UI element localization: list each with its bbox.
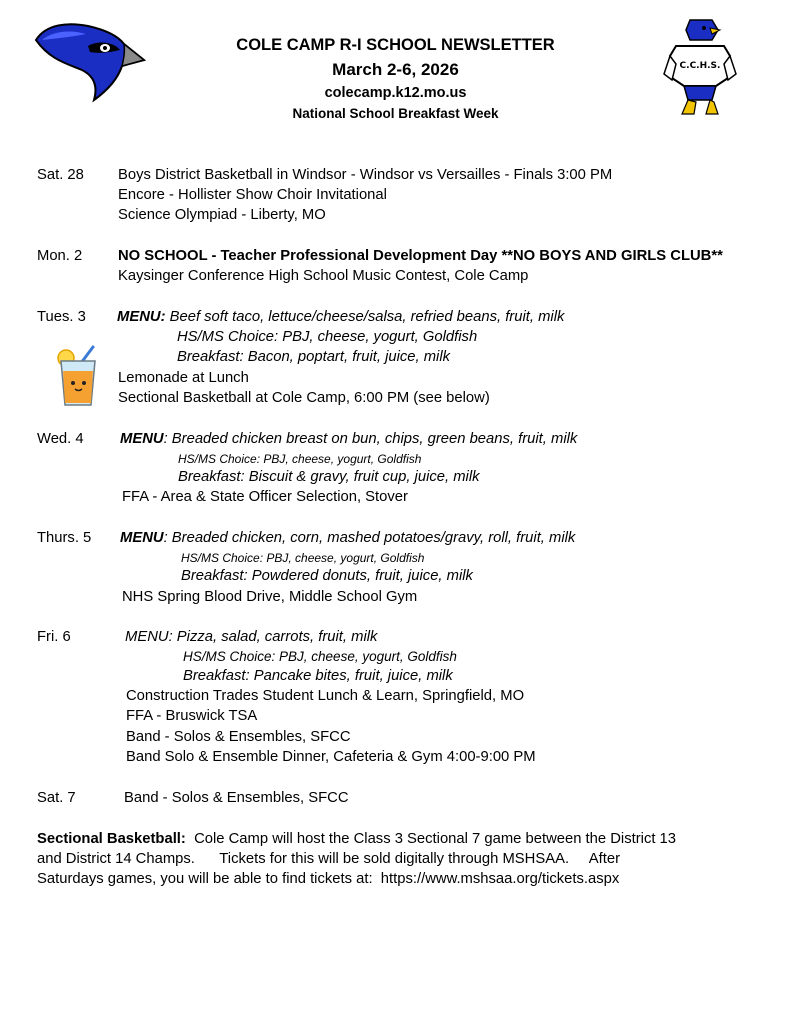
- footer-line: and District 14 Champs. Tickets for this will be sold digitally through MSHSAA. After: [37, 851, 621, 867]
- menu-label: MENU: [120, 530, 164, 546]
- event-item: Band - Solos & Ensembles, SFCC: [124, 790, 349, 806]
- day-label-sat7: Sat. 7: [37, 790, 76, 806]
- menu-text: : Breaded chicken, corn, mashed potatoes/gravy, roll, fruit, milk: [163, 530, 576, 546]
- event-item: Kaysinger Conference High School Music Contest, Cole Camp: [118, 268, 529, 284]
- breakfast-menu: Breakfast: Pancake bites, fruit, juice, milk: [183, 668, 453, 684]
- event-item: Construction Trades Student Lunch & Learn, Springfield, MO: [126, 688, 525, 704]
- footer-line: Saturdays games, you will be able to find tickets at: https://www.mshsaa.org/tickets.aspx: [37, 871, 620, 887]
- day-label-mon2: Mon. 2: [37, 248, 83, 264]
- lunch-choice: HS/MS Choice: PBJ, cheese, yogurt, Goldfish: [181, 551, 425, 565]
- newsletter-dates: March 2-6, 2026: [332, 60, 459, 79]
- no-school-notice: NO SCHOOL - Teacher Professional Development Day **NO BOYS AND GIRLS CLUB**: [118, 248, 723, 264]
- event-item: Boys District Basketball in Windsor - Windsor vs Versailles - Finals 3:00 PM: [118, 167, 613, 183]
- day-label-wed4: Wed. 4: [37, 431, 84, 447]
- event-item: Science Olympiad - Liberty, MO: [118, 207, 326, 223]
- event-item: Lemonade at Lunch: [118, 370, 249, 386]
- day-label-fri6: Fri. 6: [37, 629, 71, 645]
- menu-text: MENU: Pizza, salad, carrots, fruit, milk: [125, 629, 378, 645]
- menu-line: [120, 431, 577, 447]
- menu-text: : Breaded chicken breast on bun, chips, green beans, fruit, milk: [163, 431, 578, 447]
- day-label-sat28: Sat. 28: [37, 167, 84, 183]
- event-item: FFA - Bruswick TSA: [126, 708, 258, 724]
- menu-line: [120, 530, 575, 546]
- school-website: colecamp.k12.mo.us: [324, 85, 467, 101]
- event-item: NHS Spring Blood Drive, Middle School Gym: [122, 589, 418, 605]
- lunch-choice: HS/MS Choice: PBJ, cheese, yogurt, Goldfish: [178, 452, 422, 466]
- footer-text: Cole Camp will host the Class 3 Sectional 7 game between the District 13: [185, 831, 677, 847]
- event-item: Encore - Hollister Show Choir Invitational: [118, 187, 387, 203]
- lemonade-icon: [55, 345, 101, 409]
- breakfast-menu: Breakfast: Powdered donuts, fruit, juice, milk: [181, 568, 473, 584]
- newsletter-title: COLE CAMP R-I SCHOOL NEWSLETTER: [236, 36, 555, 54]
- day-label-tue3: Tues. 3: [37, 309, 86, 325]
- event-item: Sectional Basketball at Cole Camp, 6:00 PM (see below): [118, 390, 490, 406]
- footer-line: [37, 831, 676, 847]
- menu-line: [117, 309, 564, 325]
- week-theme: National School Breakfast Week: [292, 106, 499, 121]
- menu-text: Beef soft taco, lettuce/cheese/salsa, refried beans, fruit, milk: [165, 309, 565, 325]
- lunch-choice: HS/MS Choice: PBJ, cheese, yogurt, Goldfish: [183, 649, 457, 664]
- menu-label: MENU:: [117, 309, 166, 325]
- event-item: Band - Solos & Ensembles, SFCC: [126, 729, 351, 745]
- menu-label: MENU: [120, 431, 164, 447]
- event-item: Band Solo & Ensemble Dinner, Cafeteria & Gym 4:00-9:00 PM: [126, 749, 536, 765]
- breakfast-menu: Breakfast: Biscuit & gravy, fruit cup, juice, milk: [178, 469, 480, 485]
- footer-heading: Sectional Basketball:: [37, 831, 186, 847]
- mascot-initials: C.C.H.S.: [679, 61, 721, 71]
- lunch-choice: HS/MS Choice: PBJ, cheese, yogurt, Goldfish: [177, 329, 478, 345]
- breakfast-menu: Breakfast: Bacon, poptart, fruit, juice, milk: [177, 349, 451, 365]
- event-item: FFA - Area & State Officer Selection, Stover: [122, 489, 408, 505]
- day-label-thu5: Thurs. 5: [37, 530, 92, 546]
